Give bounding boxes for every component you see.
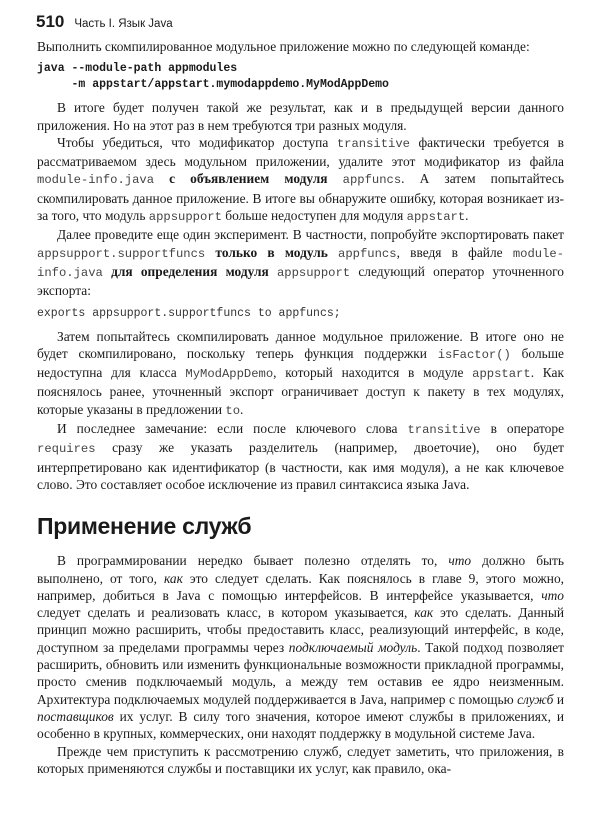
paragraph-result: В итоге будет получен такой же результат, как и в предыдущей версии данного приложения. Но на этот раз в нем требуются три разных модуля. [37,100,564,133]
exports-code-block: exports appsupport.supportfuncs to appfuncs; [37,306,341,320]
paragraph-transitive: Чтобы убедиться, что модификатор доступа transitive фактически требуется в рассматриваемом здесь модульном приложении, удалите этот модификатор из файла module-info.java с объявлением модуля appfuncs. А затем попытайтесь скомпилировать данное приложение. В итоге вы обнаружите ошибку, которая возникает из-за того, что модуль appsupport больше недоступен для модуля appstart. [37,134,565,225]
code-keyword: transitive [336,136,410,151]
code-keyword: appfuncs [338,246,397,261]
code-keyword: requires [37,442,96,457]
code-keyword: module-info.java [37,173,155,188]
paragraph-experiment: Далее проведите еще один эксперимент. В частности, попробуйте экспортировать пакет appsupport.supportfuncs только в модуль appfuncs, введя в файле module-info.java для определения модуля appsupport следующий оператор уточненного экспорта: [37,227,565,299]
code-keyword: transitive [407,423,481,438]
paragraph-final-note: И последнее замечание: если после ключевого слова transitive в операторе requires сразу же указать разделитель (например, двоеточие), оно будет интерпретировано как идентификатор (в частности, как имя модуля), а не как ключевое слово. Это составляет особое исключение из правил синтаксиса языка Java. [37,421,565,492]
code-keyword: module-info.java [37,246,565,280]
paragraph-compile: Затем попытайтесь скомпилировать данное модульное приложение. В итоге оно не будет скомпилировано, поскольку теперь функция поддержки isFactor() больше недоступна для класса MyModAppDemo, который находится в модуле appstart. Как пояснялось ранее, уточненный экспорт ограничивает доступ к пакету в тех модулях, которые указаны в предложении to. [37,328,564,418]
code-keyword: isFactor() [437,347,511,362]
code-keyword: MyModAppDemo [185,367,274,382]
command-code-block: java --module-path appmodules -m appstart/appstart.mymodappdemo.MyModAppDemo [37,62,389,92]
page-content [37,38,564,777]
code-keyword: appsupport [276,265,351,280]
running-title: Часть I. Язык Java [74,18,173,30]
code-keyword: appstart [472,367,531,382]
code-keyword: appstart [406,210,466,225]
intro-paragraph: Выполнить скомпилированное модульное приложение можно по следующей команде: [37,39,530,54]
page-header [36,12,173,32]
page-number: 510 [36,12,65,31]
section-heading: Применение служб [37,513,252,540]
code-keyword: appsupport [148,210,222,225]
code-keyword: to [225,403,241,418]
code-keyword: appfuncs [342,173,402,188]
paragraph-services-intro: В программировании нередко бывает полезно отделять то, что должно быть выполнено, от того, как это следует сделать. Как пояснялось в главе 9, этого можно, например, добиться в Java с помощью интерфейсов. В интерфейсе указывается, что следует сделать и реализовать класс, в котором указывается, как это сделать. Данный принцип можно расширить, чтобы предоставить класс, реализующий интерфейс, в коде, доступном за пределами программы через подключаемый модуль. Такой подход позволяет расширить, обновить или изменить функциональные возможности прикладной программы, просто сменив подключаемый модуль, а между тем оставив ее ядро неизменным. Архитектура подключаемых модулей поддерживается в Java, например с помощью служб и поставщиков их услуг. В силу того значения, которое имеют службы в приложениях, и особенно в крупных, коммерческих, они находят поддержку в модульной системе Java. [37,553,565,742]
code-keyword: appsupport.supportfuncs [37,246,206,261]
paragraph-services-note: Прежде чем приступить к рассмотрению служб, следует заметить, что приложения, в которых применяются службы и поставщики их услуг, как правило, ока- [37,743,564,776]
